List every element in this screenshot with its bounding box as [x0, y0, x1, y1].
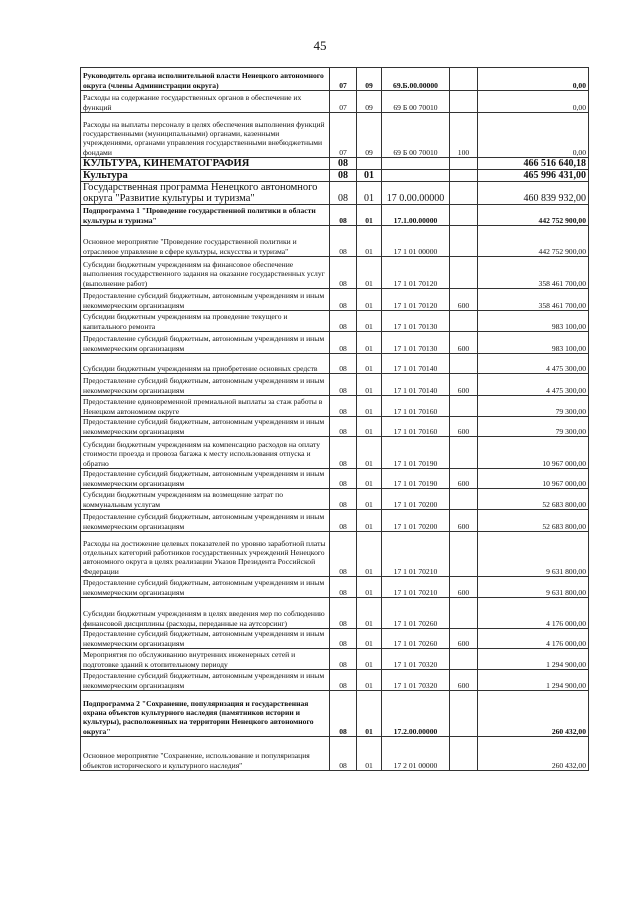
cell-csr: 17 1 01 70210	[382, 577, 450, 598]
cell-amount: 983 100,00	[478, 332, 589, 354]
cell-vr	[450, 182, 478, 205]
cell-ved: 08	[330, 577, 357, 598]
cell-name: Мероприятия по обслуживанию внутренних инженерных сетей и подготовке зданий к отопительному периоду	[81, 649, 330, 670]
cell-name: КУЛЬТУРА, КИНЕМАТОГРАФИЯ	[81, 158, 330, 170]
cell-csr	[382, 158, 450, 170]
cell-amount: 0,00	[478, 68, 589, 91]
cell-rz: 01	[357, 257, 382, 289]
cell-amount: 358 461 700,00	[478, 289, 589, 311]
cell-amount: 79 300,00	[478, 417, 589, 437]
cell-amount: 0,00	[478, 91, 589, 113]
cell-amount: 4 176 000,00	[478, 629, 589, 649]
cell-amount: 1 294 900,00	[478, 670, 589, 691]
cell-vr: 600	[450, 629, 478, 649]
cell-csr: 17 1 01 70160	[382, 417, 450, 437]
table-row	[81, 649, 589, 670]
cell-vr: 600	[450, 670, 478, 691]
cell-amount: 10 967 000,00	[478, 437, 589, 469]
cell-rz: 01	[357, 182, 382, 205]
table-row	[81, 257, 589, 289]
cell-ved: 08	[330, 670, 357, 691]
table-row	[81, 354, 589, 374]
table-row	[81, 374, 589, 396]
cell-name: Предоставление субсидий бюджетным, автономным учреждениям и иным некоммерческим организациям	[81, 629, 330, 649]
cell-amount: 442 752 900,00	[478, 205, 589, 226]
cell-name: Расходы на содержание государственных органов в обеспечение их функций	[81, 91, 330, 113]
cell-vr	[450, 396, 478, 417]
cell-name: Предоставление субсидий бюджетным, автономным учреждениям и иным некоммерческим организациям	[81, 510, 330, 532]
cell-amount: 4 475 300,00	[478, 354, 589, 374]
cell-ved: 08	[330, 226, 357, 257]
cell-ved: 08	[330, 469, 357, 489]
cell-name: Предоставление субсидий бюджетным, автономным учреждениям и иным некоммерческим организациям	[81, 374, 330, 396]
cell-rz: 01	[357, 374, 382, 396]
table-row	[81, 737, 589, 771]
table-row	[81, 417, 589, 437]
cell-name: Основное мероприятие "Проведение государственной политики и отраслевое управление в сфере культуры, искусства и туризма"	[81, 226, 330, 257]
table-row	[81, 182, 589, 205]
table-row	[81, 396, 589, 417]
cell-csr: 17 1 01 70120	[382, 257, 450, 289]
cell-name: Культура	[81, 170, 330, 182]
cell-csr: 17 1 01 70200	[382, 489, 450, 510]
cell-name: Расходы на выплаты персоналу в целях обеспечения выполнения функций государственными (муниципальными) органами, казенными учреждениями, органами управления государственными внебюджетными фондами	[81, 113, 330, 158]
cell-vr	[450, 91, 478, 113]
cell-vr	[450, 158, 478, 170]
cell-rz: 01	[357, 649, 382, 670]
table-row	[81, 532, 589, 577]
cell-ved: 08	[330, 257, 357, 289]
cell-vr	[450, 649, 478, 670]
cell-name: Предоставление единовременной премиальной выплаты за стаж работы в Ненецком автономном округе	[81, 396, 330, 417]
cell-ved: 07	[330, 91, 357, 113]
table-row	[81, 489, 589, 510]
table-row	[81, 577, 589, 598]
table-row	[81, 670, 589, 691]
cell-name: Субсидии бюджетным учреждениям на финансовое обеспечение выполнения государственного задания на оказание государственных услуг (выполнение работ)	[81, 257, 330, 289]
cell-amount: 52 683 800,00	[478, 510, 589, 532]
table-row	[81, 691, 589, 737]
cell-amount: 9 631 800,00	[478, 532, 589, 577]
cell-vr: 600	[450, 510, 478, 532]
cell-csr: 17 1 01 00000	[382, 226, 450, 257]
cell-csr: 17 1 01 70120	[382, 289, 450, 311]
cell-ved: 08	[330, 489, 357, 510]
cell-csr: 17 1 01 70130	[382, 311, 450, 332]
cell-amount: 9 631 800,00	[478, 577, 589, 598]
table-row	[81, 68, 589, 91]
cell-vr: 600	[450, 374, 478, 396]
cell-vr	[450, 598, 478, 629]
cell-name: Предоставление субсидий бюджетным, автономным учреждениям и иным некоммерческим организациям	[81, 577, 330, 598]
cell-rz: 01	[357, 226, 382, 257]
cell-vr	[450, 354, 478, 374]
cell-csr: 17.2.00.00000	[382, 691, 450, 737]
cell-amount: 1 294 900,00	[478, 649, 589, 670]
cell-csr: 69 Б 00 70010	[382, 91, 450, 113]
cell-name: Субсидии бюджетным учреждениям на компенсацию расходов на оплату стоимости проезда и провоза багажа к месту использования отпуска и обратно	[81, 437, 330, 469]
cell-rz: 01	[357, 670, 382, 691]
cell-vr: 600	[450, 577, 478, 598]
cell-amount: 460 839 932,00	[478, 182, 589, 205]
table-row	[81, 311, 589, 332]
cell-name: Предоставление субсидий бюджетным, автономным учреждениям и иным некоммерческим организациям	[81, 670, 330, 691]
cell-vr: 600	[450, 417, 478, 437]
cell-rz: 01	[357, 417, 382, 437]
cell-csr: 69 Б 00 70010	[382, 113, 450, 158]
table-row	[81, 510, 589, 532]
cell-csr: 17 1 01 70260	[382, 598, 450, 629]
cell-name: Расходы на достижение целевых показателей по уровню заработной платы отдельных категорий работников государственных учреждений Ненецкого автономного округа в целях реализации Указов Президента Российской Федерации	[81, 532, 330, 577]
cell-rz: 01	[357, 691, 382, 737]
table-row	[81, 205, 589, 226]
cell-name: Подпрограмма 2 "Сохранение, популяризация и государственная охрана объектов культурного наследия (памятников истории и культуры), расположенных на территории Ненецкого автономного округа"	[81, 691, 330, 737]
cell-name: Предоставление субсидий бюджетным, автономным учреждениям и иным некоммерческим организациям	[81, 332, 330, 354]
cell-amount: 260 432,00	[478, 691, 589, 737]
cell-vr: 600	[450, 469, 478, 489]
cell-ved: 08	[330, 417, 357, 437]
cell-rz: 01	[357, 170, 382, 182]
cell-rz	[357, 158, 382, 170]
table-row	[81, 469, 589, 489]
cell-csr: 17.1.00.00000	[382, 205, 450, 226]
cell-amount: 4 176 000,00	[478, 598, 589, 629]
cell-ved: 08	[330, 158, 357, 170]
cell-csr: 17 1 01 70200	[382, 510, 450, 532]
cell-amount: 442 752 900,00	[478, 226, 589, 257]
cell-rz: 01	[357, 737, 382, 771]
cell-rz: 01	[357, 332, 382, 354]
table-row	[81, 158, 589, 170]
cell-vr	[450, 691, 478, 737]
cell-vr	[450, 437, 478, 469]
cell-vr	[450, 489, 478, 510]
cell-ved: 08	[330, 182, 357, 205]
cell-name: Руководитель органа исполнительной власти Ненецкого автономного округа (члены Администрации округа)	[81, 68, 330, 91]
cell-rz: 01	[357, 598, 382, 629]
table-row	[81, 91, 589, 113]
cell-vr	[450, 532, 478, 577]
cell-rz: 01	[357, 577, 382, 598]
cell-amount: 465 996 431,00	[478, 170, 589, 182]
cell-rz: 01	[357, 354, 382, 374]
cell-ved: 08	[330, 396, 357, 417]
cell-amount: 52 683 800,00	[478, 489, 589, 510]
cell-name: Субсидии бюджетным учреждениям на проведение текущего и капитального ремонта	[81, 311, 330, 332]
cell-amount: 466 516 640,18	[478, 158, 589, 170]
cell-ved: 08	[330, 510, 357, 532]
cell-vr: 600	[450, 332, 478, 354]
cell-csr: 17 1 01 70140	[382, 374, 450, 396]
cell-csr: 17 1 01 70160	[382, 396, 450, 417]
cell-vr	[450, 68, 478, 91]
cell-vr: 100	[450, 113, 478, 158]
cell-rz: 09	[357, 91, 382, 113]
cell-ved: 08	[330, 737, 357, 771]
cell-name: Субсидии бюджетным учреждениям в целях введения мер по соблюдению финансовой дисциплины (расходы, переданные на аутсорсинг)	[81, 598, 330, 629]
cell-csr: 17 1 01 70190	[382, 437, 450, 469]
cell-ved: 08	[330, 289, 357, 311]
cell-name: Предоставление субсидий бюджетным, автономным учреждениям и иным некоммерческим организациям	[81, 417, 330, 437]
table-row	[81, 113, 589, 158]
cell-csr: 17 1 01 70320	[382, 670, 450, 691]
cell-rz: 01	[357, 311, 382, 332]
cell-vr	[450, 311, 478, 332]
cell-ved: 08	[330, 598, 357, 629]
page-number: 45	[313, 38, 327, 53]
cell-rz: 01	[357, 437, 382, 469]
cell-rz: 01	[357, 510, 382, 532]
cell-name: Основное мероприятие "Сохранение, использование и популяризация объектов исторического и культурного наследия"	[81, 737, 330, 771]
cell-ved: 08	[330, 629, 357, 649]
cell-csr: 17 1 01 70130	[382, 332, 450, 354]
cell-ved: 08	[330, 691, 357, 737]
table-row	[81, 598, 589, 629]
cell-ved: 07	[330, 68, 357, 91]
cell-rz: 01	[357, 532, 382, 577]
cell-vr	[450, 170, 478, 182]
cell-vr	[450, 205, 478, 226]
cell-name: Подпрограмма 1 "Проведение государственной политики в области культуры и туризма"	[81, 205, 330, 226]
table-row	[81, 170, 589, 182]
cell-ved: 07	[330, 113, 357, 158]
cell-csr: 17 2 01 00000	[382, 737, 450, 771]
cell-amount: 983 100,00	[478, 311, 589, 332]
cell-rz: 01	[357, 469, 382, 489]
cell-ved: 08	[330, 649, 357, 670]
cell-csr: 17 1 01 70140	[382, 354, 450, 374]
cell-rz: 01	[357, 629, 382, 649]
table-row	[81, 629, 589, 649]
cell-vr: 600	[450, 289, 478, 311]
cell-ved: 08	[330, 532, 357, 577]
cell-csr: 17 1 01 70320	[382, 649, 450, 670]
cell-ved: 08	[330, 437, 357, 469]
cell-amount: 4 475 300,00	[478, 374, 589, 396]
cell-csr: 17 1 01 70260	[382, 629, 450, 649]
cell-name: Субсидии бюджетным учреждениям на возмещение затрат по коммунальным услугам	[81, 489, 330, 510]
cell-amount: 79 300,00	[478, 396, 589, 417]
cell-csr: 69.Б.00.00000	[382, 68, 450, 91]
table-row	[81, 289, 589, 311]
cell-csr: 17 1 01 70210	[382, 532, 450, 577]
cell-name: Предоставление субсидий бюджетным, автономным учреждениям и иным некоммерческим организациям	[81, 469, 330, 489]
cell-vr	[450, 226, 478, 257]
cell-csr: 17 0.00.00000	[382, 182, 450, 205]
cell-csr	[382, 170, 450, 182]
table-row	[81, 226, 589, 257]
cell-vr	[450, 737, 478, 771]
cell-csr: 17 1 01 70190	[382, 469, 450, 489]
cell-name: Субсидии бюджетным учреждениям на приобретение основных средств	[81, 354, 330, 374]
cell-amount: 358 461 700,00	[478, 257, 589, 289]
cell-ved: 08	[330, 170, 357, 182]
cell-rz: 01	[357, 289, 382, 311]
table-row	[81, 437, 589, 469]
cell-ved: 08	[330, 332, 357, 354]
cell-ved: 08	[330, 374, 357, 396]
cell-amount: 260 432,00	[478, 737, 589, 771]
cell-rz: 01	[357, 489, 382, 510]
cell-ved: 08	[330, 205, 357, 226]
cell-amount: 10 967 000,00	[478, 469, 589, 489]
cell-rz: 01	[357, 205, 382, 226]
cell-vr	[450, 257, 478, 289]
cell-rz: 01	[357, 396, 382, 417]
cell-name: Предоставление субсидий бюджетным, автономным учреждениям и иным некоммерческим организациям	[81, 289, 330, 311]
cell-name: Государственная программа Ненецкого автономного округа "Развитие культуры и туризма"	[81, 182, 330, 205]
cell-ved: 08	[330, 354, 357, 374]
cell-ved: 08	[330, 311, 357, 332]
budget-table	[80, 67, 589, 771]
table-row	[81, 332, 589, 354]
cell-rz: 09	[357, 68, 382, 91]
cell-amount: 0,00	[478, 113, 589, 158]
cell-rz: 09	[357, 113, 382, 158]
